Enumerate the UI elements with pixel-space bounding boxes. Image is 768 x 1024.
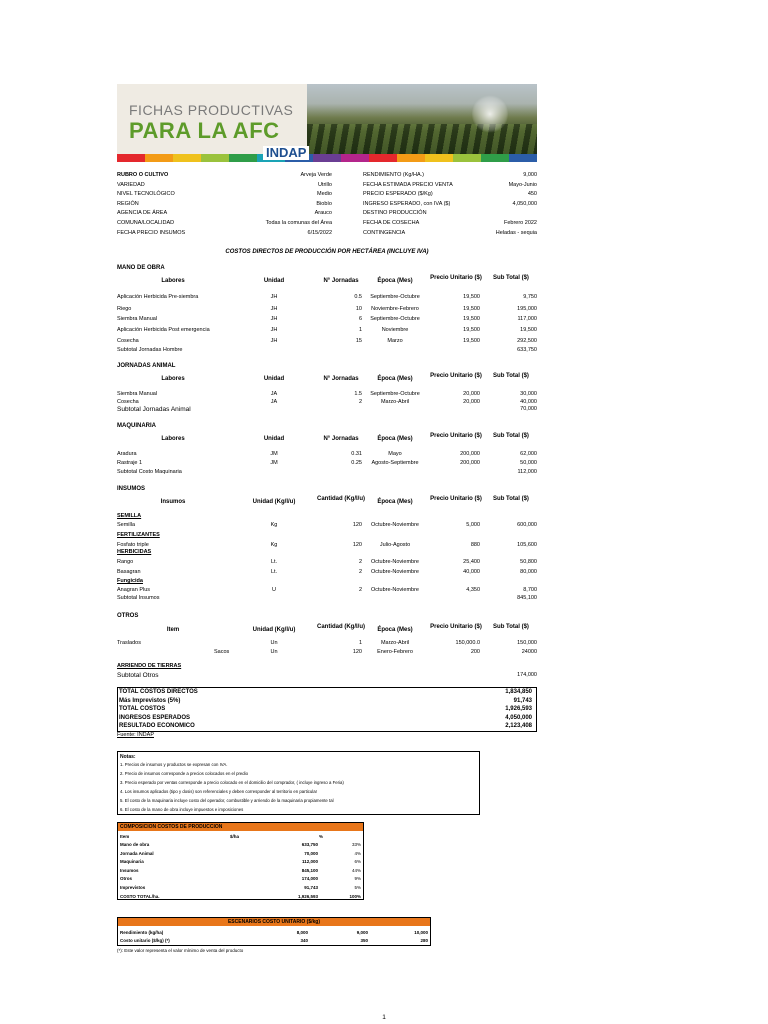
subtotal-label: Subtotal Costo Maquinaria [117,469,182,475]
row-cell: Kg [270,542,278,548]
info-right-value: 4,050,000 [512,200,537,207]
strip-segment [341,154,369,162]
row-cell: 117,000 [517,316,537,322]
section-title: INSUMOS [117,486,146,492]
composition-amount: 112,000 [301,859,318,865]
row-cell: JH [270,338,278,344]
row-cell: 150,000.0 [455,640,480,646]
row-cell: 600,000 [517,522,537,528]
row-cell: JM [270,451,278,457]
total-label: TOTAL COSTOS DIRECTOS [119,689,198,695]
column-header: Unidad [263,376,285,382]
strip-segment [313,154,341,162]
info-left-value: Arauco [314,210,332,217]
column-header: Precio Unitario ($) [430,373,482,379]
note-item: 4. Los insumos aplicados (tipo y dosis) son referenciales y deben corresponder al territorio en particular [120,789,318,794]
row-cell: JH [270,316,278,322]
indap-logo: INDAP [263,146,309,160]
scenario-label: Rendimiento (kg/ha) [120,930,164,935]
strip-segment [201,154,229,162]
section-title: JORNADAS ANIMAL [117,363,176,369]
composition-item: Maquinaria [120,859,144,865]
info-left-label: RUBRO O CULTIVO [117,172,169,178]
column-header: Insumos [160,499,186,505]
row-item-label: Riego [117,305,132,312]
row-cell: 1 [358,327,362,333]
row-cell: Octubre-Noviembre [371,569,419,575]
row-cell: Septiembre-Octubre [370,391,420,397]
banner-title-line2: PARA LA AFC [129,118,280,143]
row-item-label: Siembra Manual [117,316,158,322]
row-item-label: Aplicación Herbicida Pre-siembra [117,294,199,300]
row-cell: Un [270,649,278,655]
column-header: Época (Mes) [377,627,413,633]
composition-percent: 5% [354,885,361,890]
composition-percent: 33% [351,842,361,847]
info-right-label: DESTINO PRODUCCIÓN [363,210,427,217]
strip-segment [509,154,537,162]
info-right-value: 450 [527,191,537,198]
row-cell: 200 [470,649,480,655]
row-cell: JA [270,391,278,397]
column-header: Unidad [263,436,285,442]
column-header: Item [166,627,180,633]
scenario-value: 340 [300,938,308,943]
scenario-value: 350 [360,938,368,943]
column-header: Unidad [263,278,285,284]
strip-segment [145,154,173,162]
info-left-value: Arveja Verde [300,172,332,178]
column-header: Unidad (Kg/l/u) [252,499,296,505]
composition-percent: 100% [349,893,361,899]
row-cell: 2 [358,587,362,593]
scenarios-footnote: (*): Este valor representa el valor mínimo de venta del producto [117,948,244,953]
subtotal-label: Subtotal Jornadas Animal [117,406,191,413]
row-item-label: Aplicación Herbicida Post emergencia [117,327,210,333]
row-cell: 1 [358,640,362,646]
column-header: Sub Total ($) [493,624,529,630]
subtotal-label: Subtotal Jornadas Hombre [117,347,183,353]
row-cell: Marzo [387,338,403,344]
section-title: MAQUINARIA [117,423,156,429]
page-number: 1 [382,1014,386,1021]
info-right-label: FECHA DE COSECHA [363,220,420,226]
info-left-label: AGENCIA DE ÁREA [117,210,168,217]
totals-box [117,687,537,732]
column-header: Cantidad (Kg/l/u) [317,624,365,630]
column-header: Precio Unitario ($) [430,275,482,281]
row-cell: 50,800 [520,559,537,565]
source-label: Fuente: INDAP [117,732,154,738]
row-cell: JH [270,327,278,333]
scenario-value: 8,000 [296,930,308,935]
section-title: OTROS [117,613,139,619]
info-left-value: Biobío [316,200,332,207]
info-right-label: PRECIO ESPERADO ($/Kg) [363,191,433,198]
row-cell: 2 [358,569,362,575]
info-right-value: 9,000 [523,172,537,178]
info-left-label: COMUNA/LOCALIDAD [117,220,175,226]
composition-percent: 44% [351,867,361,873]
strip-segment [397,154,425,162]
row-cell: 80,000 [520,569,537,575]
row-cell: Octubre-Noviembre [371,559,419,565]
row-cell: 2 [358,398,362,405]
composition-header: $/ha [230,834,240,839]
arriendo-label: ARRIENDO DE TIERRAS [117,663,182,669]
subtotal-value: 112,000 [517,469,537,475]
strip-segment [369,154,397,162]
row-cell: 120 [352,649,362,655]
row-cell: 200,000 [460,460,480,466]
scenarios-title: ESCENARIOS COSTO UNITARIO ($/kg) [227,919,321,925]
row-cell: 105,600 [517,542,537,548]
column-header: Sub Total ($) [493,496,529,502]
row-cell: 24000 [521,649,537,655]
scenario-value: 10,000 [414,930,428,935]
column-header: Labores [161,278,185,284]
row-cell: Enero-Febrero [377,649,413,655]
row-item-label: Anagran Plus [117,587,151,593]
subtotal-value: 633,750 [517,347,537,353]
note-item: 5. El costo de la maquinaria incluye costo del operador, combustible y arriendo de la maquinaria propiamente tal [120,798,334,803]
info-left-label: VARIEDAD [117,181,145,188]
info-left-value: Medio [317,191,332,198]
row-cell: 62,000 [520,451,537,457]
composition-item: COSTO TOTAL/ha. [120,893,160,899]
row-cell: 30,000 [520,391,537,397]
column-header: Sub Total ($) [493,433,529,439]
strip-segment [117,154,145,162]
note-item: 3. Precio esperado por ventas corresponde a precio colocado en el domicilio del comprador, ( incluye ingreso a Feria) [120,780,344,785]
column-header: Cantidad (Kg/l/u) [317,496,365,502]
info-right-label: INGRESO ESPERADO, con IVA ($) [363,200,451,207]
banner-title-line1: FICHAS PRODUCTIVAS [129,102,294,118]
row-cell: JH [270,305,278,312]
info-right-value: Febrero 2022 [503,220,537,226]
column-header: N° Jornadas [323,278,359,284]
row-item-label: Cosecha [117,338,139,344]
info-right-label: FECHA ESTIMADA PRECIO VENTA [363,181,453,188]
column-header: Precio Unitario ($) [430,624,482,630]
row-cell: 40,000 [463,569,480,575]
composition-item: Jornada Animal [120,850,154,856]
row-cell: 5,000 [466,522,480,528]
column-header: N° Jornadas [323,436,359,442]
note-item: 1. Precios de insumos y productos se expresan con IVA. [120,762,228,767]
subtotal-value: 70,000 [520,406,537,412]
column-header: Época (Mes) [377,499,413,505]
row-cell: 19,500 [463,294,480,300]
total-value: 2,123,408 [505,723,532,730]
info-right-value: Heladas - sequia [495,229,537,236]
composition-percent: 6% [354,859,361,865]
row-cell: Noviembre [381,327,409,333]
row-cell: 40,000 [520,398,537,405]
row-cell: Noviembre-Febrero [371,305,419,312]
composition-table [117,822,364,900]
column-header: Época (Mes) [377,278,413,284]
row-cell: Octubre-Noviembre [371,587,419,593]
total-label: RESULTADO ECONOMICO [119,723,195,730]
row-cell: 6 [358,316,362,322]
info-left-value: Utrillo [317,181,332,188]
row-cell: Un [270,640,278,646]
column-header: N° Jornadas [323,376,359,382]
column-header: Sub Total ($) [493,373,529,379]
column-header: Labores [161,436,185,442]
column-header: Sub Total ($) [493,275,529,281]
strip-segment [453,154,481,162]
row-cell: JM [270,460,278,466]
subtotal-value: 845,100 [517,595,537,601]
column-header: Unidad (Kg/l/u) [252,627,296,633]
composition-header: % [318,834,323,839]
row-cell: JA [270,398,278,405]
notes-title: Notas: [120,754,136,760]
column-header: Época (Mes) [377,436,413,442]
note-item: 2. Precio de insumos corresponde a precios colocados en el predio [120,771,249,776]
composition-amount: 70,000 [304,850,318,856]
row-cell: 19,500 [463,327,480,333]
row-cell: 19,500 [463,316,480,322]
banner-crop-rows [307,124,537,154]
info-left-label: REGIÓN [117,200,139,207]
row-cell: Octubre-Noviembre [371,522,419,528]
total-value: 1,834,850 [505,689,532,695]
row-cell: 0.25 [351,460,362,466]
notes-box [117,751,480,815]
row-cell: Lt. [270,559,278,565]
row-cell: 50,000 [520,460,537,466]
total-label: Más Imprevistos (5%) [119,697,181,704]
banner-sprinkler-spray [472,94,508,134]
row-cell: U [272,587,276,593]
row-cell: 4,350 [466,587,480,593]
row-cell: Septiembre-Octubre [370,294,420,300]
row-cell: 25,400 [463,559,480,565]
strip-segment [481,154,509,162]
insumo-group-title: HERBICIDAS [117,549,152,555]
info-right-label: CONTINGENCIA [363,229,406,236]
row-cell: Lt. [270,569,278,575]
row-item-label: Basagran [117,569,141,575]
composition-item: Otros [120,876,133,882]
row-cell: Marzo-Abril [380,640,410,646]
row-item-label: Fosfato triple [117,542,149,548]
insumo-group-title: SEMILLA [117,513,142,519]
column-header: Labores [161,376,185,382]
info-right-value: Mayo-Junio [508,181,537,188]
row-cell: 0.5 [354,294,362,300]
row-item-label: Traslados [117,640,141,646]
composition-title: COMPOSICION COSTOS DE PRODUCCION [120,824,223,830]
total-label: TOTAL COSTOS [119,706,166,713]
row-cell: 1.5 [354,391,362,397]
row-cell: 195,000 [517,305,537,312]
row-item-label: Sacos [214,649,230,655]
total-value: 1,926,593 [505,706,532,713]
scenario-label: Costo unitario ($/kg) (*) [120,938,170,943]
subtotal-value: 174,000 [517,672,537,678]
scenario-value: 9,000 [356,930,368,935]
composition-amount: 91,743 [304,885,318,890]
column-header: Época (Mes) [377,376,413,382]
row-cell: Mayo [388,451,402,457]
row-item-label: Rastraje 1 [117,460,143,466]
row-item-label: Semilla [117,522,136,528]
row-cell: 150,000 [517,640,537,646]
subtotal-label: Subtotal Otros [117,672,159,679]
header-banner [117,84,537,162]
composition-item: Insumos [120,867,139,873]
row-cell: 120 [352,542,362,548]
composition-percent: 4% [354,850,361,856]
insumo-group-title: FERTILIZANTES [117,532,160,538]
composition-header: Item [120,834,130,839]
total-label: INGRESOS ESPERADOS [119,714,191,721]
row-cell: 200,000 [460,451,480,457]
row-cell: Marzo-Abril [380,398,410,405]
row-cell: 20,000 [463,398,480,405]
row-cell: 8,700 [523,587,537,593]
banner-color-strip [117,154,537,162]
note-item: 6. El costo de la mano de obra incluye impuestos e imposiciones [120,807,244,812]
info-left-label: NIVEL TECNOLÓGICO [117,191,175,198]
total-value: 4,050,000 [505,714,532,721]
scenarios-table [117,917,431,946]
composition-amount: 845,100 [301,867,318,873]
row-cell: 880 [470,542,480,548]
row-item-label: Aradura [117,451,137,457]
strip-segment [229,154,257,162]
composition-amount: 1,926,593 [297,893,318,899]
column-header: Precio Unitario ($) [430,496,482,502]
row-cell: Agosto-Septiembre [371,460,419,466]
row-cell: 15 [355,338,362,344]
row-cell: 20,000 [463,391,480,397]
row-item-label: Rango [117,559,134,565]
info-left-value: Todas la comunas del Área [265,220,332,226]
scenario-value: 280 [420,938,428,943]
row-cell: 9,750 [523,294,537,300]
info-left-value: 6/15/2022 [307,229,332,236]
row-cell: 292,500 [517,338,537,344]
row-item-label: Cosecha [117,398,139,405]
costs-title: COSTOS DIRECTOS DE PRODUCCIÓN POR HECTÁREA (INCLUYE IVA) [225,249,429,255]
composition-percent: 9% [354,876,361,882]
row-cell: 120 [352,522,362,528]
composition-item: Mano de obra [120,842,150,847]
row-cell: 19,500 [520,327,537,333]
row-cell: 10 [355,305,362,312]
composition-amount: 633,750 [301,842,318,847]
row-cell: 19,500 [463,305,480,312]
row-cell: JH [270,294,278,300]
strip-segment [173,154,201,162]
row-cell: 0.31 [351,451,362,457]
row-cell: Kg [270,522,278,528]
row-cell: 2 [358,559,362,565]
row-cell: 19,500 [463,338,480,344]
info-left-label: FECHA PRECIO INSUMOS [117,229,186,236]
subtotal-label: Subtotal Insumos [117,595,160,601]
insumo-group-title: Fungicida [117,578,143,584]
total-value: 91,743 [513,697,532,704]
row-cell: Septiembre-Octubre [370,316,420,322]
column-header: Precio Unitario ($) [430,433,482,439]
composition-amount: 174,000 [301,876,318,882]
row-item-label: Siembra Manual [117,391,158,397]
row-cell: Julio-Agosto [379,542,411,548]
section-title: MANO DE OBRA [117,265,165,271]
composition-item: Imprevistos [120,885,146,890]
strip-segment [425,154,453,162]
info-right-label: RENDIMIENTO (Kg/HA.) [363,172,425,178]
